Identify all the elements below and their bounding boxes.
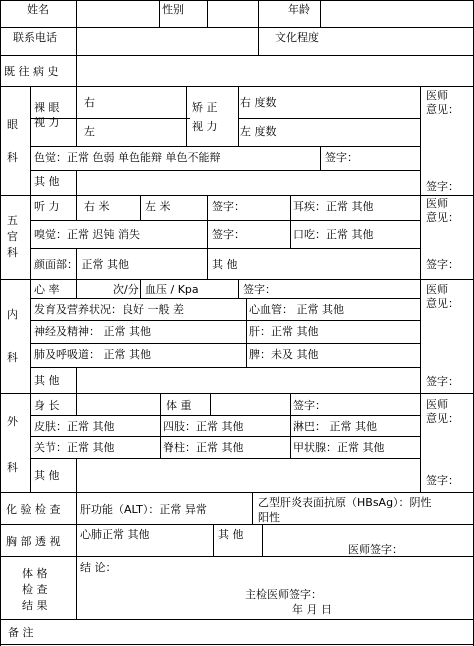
color-vision-options: 色觉：正常 色弱 单色能辩 单色不能辩 <box>34 151 221 164</box>
lung-options: 肺及呼吸道： 正常 其他 <box>34 348 151 361</box>
exam-result-label-3: 结 果 <box>22 599 48 612</box>
internal-doctor-opinion: 医师 <box>426 283 448 296</box>
internal-doctor-opinion-2: 意见： <box>426 297 459 310</box>
ear-disease-options: 耳疾：正常 其他 <box>293 200 374 213</box>
grid-line-horizontal <box>0 556 474 557</box>
liver-options: 肝：正常 其他 <box>249 325 319 338</box>
internal-section-label: 内 <box>7 308 18 321</box>
hearing-right: 右 米 <box>84 200 110 213</box>
ent-sign-label: 签字： <box>212 200 245 213</box>
grid-line-vertical <box>76 195 77 221</box>
grid-line-vertical <box>76 393 77 416</box>
chest-xray-label: 胸 部 透 视 <box>6 535 61 548</box>
remarks-label: 备 注 <box>8 626 34 639</box>
corrected-left-label: 左 度数 <box>240 125 277 138</box>
grid-line-horizontal <box>30 320 421 321</box>
grid-line-horizontal <box>0 86 474 87</box>
naked-right-label: 右 <box>84 96 95 109</box>
age-label: 年龄 <box>288 3 310 16</box>
grid-line-vertical <box>76 458 77 493</box>
grid-line-vertical <box>252 492 253 525</box>
internal-sign-label: 签字： <box>243 283 276 296</box>
grid-line-vertical <box>238 86 239 147</box>
thyroid-options: 甲状腺：正常 其他 <box>293 441 385 454</box>
blood-pressure-label: 血压 / Kpa <box>145 283 199 296</box>
naked-left-label: 左 <box>84 125 95 138</box>
neuro-options: 神经及精神： 正常 其他 <box>34 325 151 338</box>
surgery-doctor-sign: 签字： <box>426 474 459 487</box>
corrected-right-label: 右 度数 <box>240 96 277 109</box>
grid-line-vertical <box>76 556 77 620</box>
skin-options: 皮肤：正常 其他 <box>34 420 115 433</box>
naked-vision-label: 裸 眼 <box>34 101 60 114</box>
grid-line-vertical <box>76 279 77 299</box>
eye-doctor-opinion: 医师 <box>426 89 448 102</box>
name-label: 姓名 <box>27 3 49 16</box>
ent-doctor-opinion: 医师 <box>426 197 448 210</box>
heart-rate-unit: 次/分 <box>113 283 139 296</box>
limbs-options: 四肢：正常 其他 <box>163 420 244 433</box>
eye-sign-label: 签字： <box>325 151 358 164</box>
grid-line-horizontal <box>30 436 421 437</box>
ent-sign-label-2: 签字： <box>212 228 245 241</box>
grid-line-vertical <box>207 0 208 28</box>
spleen-options: 脾：未及 其他 <box>249 348 319 361</box>
ent-other-label: 其 他 <box>212 258 238 271</box>
grid-line-horizontal <box>0 55 474 56</box>
grid-line-horizontal <box>30 343 421 344</box>
grid-line-vertical <box>76 86 77 147</box>
gender-label: 性别 <box>162 3 184 16</box>
chest-other-label: 其 他 <box>218 528 244 541</box>
liver-function-options: 肝功能（ALT）：正常 异常 <box>80 503 207 516</box>
ent-doctor-opinion-2: 意见： <box>426 211 459 224</box>
grid-line-vertical <box>76 0 77 87</box>
grid-line-vertical <box>290 393 291 459</box>
grid-line-vertical <box>207 248 208 280</box>
phone-label: 联系电话 <box>13 31 57 44</box>
grid-line-horizontal <box>0 619 474 620</box>
corrected-vision-label: 矫 正 <box>192 101 218 114</box>
eye-doctor-opinion-2: 意见： <box>426 103 459 116</box>
eye-section-label: 眼 <box>7 118 18 131</box>
surgery-sign-label: 签字： <box>293 399 326 412</box>
grid-line-vertical <box>238 279 239 299</box>
weight-label: 体 重 <box>166 399 192 412</box>
grid-line-vertical <box>213 524 214 557</box>
grid-line-horizontal <box>30 170 421 171</box>
grid-line-horizontal <box>30 415 421 416</box>
development-options: 发育及营养状况：良好 一般 差 <box>34 303 184 316</box>
grid-line-vertical <box>160 393 161 416</box>
chest-xray-options: 心肺正常 其他 <box>80 528 150 541</box>
hearing-label: 听 力 <box>34 200 60 213</box>
grid-line-vertical <box>159 0 160 28</box>
internal-doctor-sign: 签字： <box>426 375 459 388</box>
grid-line-vertical <box>320 0 321 28</box>
grid-line-vertical <box>262 524 263 557</box>
grid-line-horizontal <box>0 195 474 196</box>
surgery-section-label-2: 科 <box>7 461 18 474</box>
grid-line-horizontal <box>238 118 421 119</box>
grid-line-horizontal <box>0 27 474 28</box>
grid-line-horizontal <box>30 367 421 368</box>
grid-line-vertical <box>76 492 77 557</box>
grid-line-vertical <box>210 393 211 416</box>
grid-line-vertical <box>290 195 291 249</box>
grid-line-horizontal <box>0 492 474 493</box>
grid-line-vertical <box>160 415 161 459</box>
conclusion-label: 结 论： <box>80 561 117 574</box>
education-label: 文化程度 <box>275 31 319 44</box>
grid-line-vertical <box>76 367 77 394</box>
spine-options: 脊柱：正常 其他 <box>163 441 244 454</box>
eye-other-label: 其 他 <box>34 175 60 188</box>
lab-test-label: 化 验 检 查 <box>6 503 61 516</box>
naked-vision-label-2: 视 力 <box>34 116 60 129</box>
lymph-options: 淋巴： 正常 其他 <box>293 420 377 433</box>
internal-section-label-2: 科 <box>7 351 18 364</box>
corrected-vision-label-2: 视 力 <box>192 120 218 133</box>
hbsag-options-2: 阳性 <box>258 511 280 524</box>
grid-line-horizontal <box>30 248 421 249</box>
grid-line-horizontal <box>0 0 474 1</box>
ent-section-label-2: 官 <box>7 230 18 243</box>
grid-line-vertical <box>186 86 187 147</box>
surgery-doctor-opinion: 医师 <box>426 398 448 411</box>
joints-options: 关节：正常 其他 <box>34 441 115 454</box>
ent-section-label-3: 科 <box>7 246 18 259</box>
surgery-section-label: 外 <box>7 415 18 428</box>
grid-line-horizontal <box>30 458 421 459</box>
chest-doctor-sign: 医师签字： <box>348 543 403 556</box>
height-label: 身 长 <box>34 399 60 412</box>
grid-line-vertical <box>246 298 247 368</box>
smell-options: 嗅觉：正常 迟钝 消失 <box>34 228 140 241</box>
chief-doctor-sign: 主检医师签字： <box>245 588 322 601</box>
grid-line-horizontal <box>30 220 421 221</box>
grid-line-horizontal <box>30 298 421 299</box>
heart-rate-label: 心 率 <box>34 283 60 296</box>
internal-other-label: 其 他 <box>34 374 60 387</box>
eye-section-label-2: 科 <box>7 151 18 164</box>
face-options: 颜面部： 正常 其他 <box>34 258 129 271</box>
date-label: 年 月 日 <box>292 603 332 616</box>
grid-line-vertical <box>140 195 141 221</box>
ent-section-label: 五 <box>7 214 18 227</box>
grid-line-horizontal <box>0 279 474 280</box>
hbsag-options: 乙型肝炎表面抗原（HBsAg）：阴性 <box>258 496 432 509</box>
grid-line-horizontal <box>0 393 474 394</box>
grid-line-vertical <box>320 146 321 171</box>
exam-result-label: 体 格 <box>22 567 48 580</box>
grid-line-vertical <box>76 170 77 196</box>
grid-line-vertical <box>30 86 31 493</box>
history-label: 既 往 病 史 <box>4 65 59 78</box>
cardio-options: 心血管： 正常 其他 <box>249 303 344 316</box>
grid-line-vertical <box>140 279 141 299</box>
surgery-other-label: 其 他 <box>34 469 60 482</box>
surgery-doctor-opinion-2: 意见： <box>426 412 459 425</box>
grid-line-vertical <box>258 0 259 56</box>
grid-line-vertical <box>420 86 421 493</box>
grid-line-horizontal <box>30 146 421 147</box>
grid-line-horizontal <box>0 524 474 525</box>
grid-line-vertical <box>0 0 1 646</box>
stutter-options: 口吃：正常 其他 <box>293 228 374 241</box>
ent-doctor-sign: 签字： <box>426 258 459 271</box>
hearing-left: 左 米 <box>145 200 171 213</box>
exam-result-label-2: 检 查 <box>22 583 48 596</box>
eye-doctor-sign: 签字： <box>426 180 459 193</box>
